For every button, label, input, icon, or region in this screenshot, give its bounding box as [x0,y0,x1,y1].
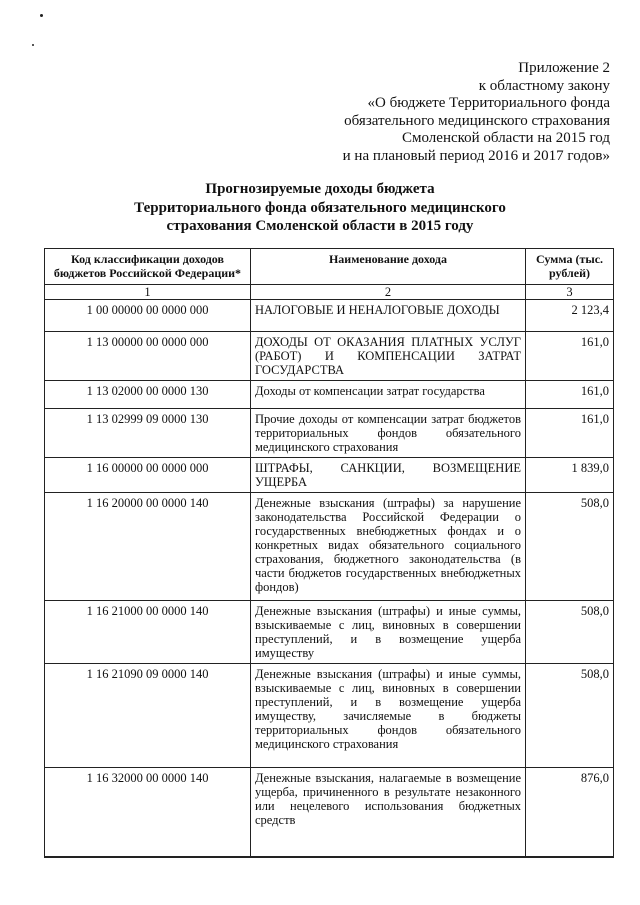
row-amount: 1 839,0 [526,458,614,493]
income-table [44,248,614,858]
row-name: Денежные взыскания (штрафы) и иные суммы, взыскиваемые с лиц, виновных в совершении преступлений, и в возмещение ущерба имуществу [251,601,526,664]
row-name: Прочие доходы от компенсации затрат бюджетов территориальных фондов обязательного медицинского страхования [251,409,526,458]
column-number: 2 [251,285,526,300]
table-row [45,458,614,493]
table-row [45,409,614,458]
annex-line: и на плановый период 2016 и 2017 годов» [342,147,610,164]
table-header-row [45,249,614,285]
row-code: 1 00 00000 00 0000 000 [45,300,251,332]
table-row [45,332,614,381]
column-number: 1 [45,285,251,300]
annex-line: Приложение 2 [518,60,610,76]
scan-speck [40,14,43,17]
row-amount: 508,0 [526,664,614,768]
scan-speck [32,44,34,46]
table-row [45,664,614,768]
annex-line: «О бюджете Территориального фонда [367,95,610,111]
header-amount: Сумма (тыс. рублей) [526,249,614,285]
row-code: 1 16 00000 00 0000 000 [45,458,251,493]
table-row [45,768,614,858]
row-amount: 508,0 [526,601,614,664]
row-code: 1 13 02000 00 0000 130 [45,381,251,409]
header-code: Код классификации доходов бюджетов Российской Федерации* [45,249,251,285]
row-code: 1 16 20000 00 0000 140 [45,493,251,601]
table-row [45,300,614,332]
row-name: Денежные взыскания (штрафы) за нарушение законодательства Российской Федерации о государственных внебюджетных фондах и о конкретных видах обязательного социального страхования, бюджетного законодательства (в части бюджетов государственных внебюджетных фондов) [251,493,526,601]
row-code: 1 16 32000 00 0000 140 [45,768,251,858]
table-row [45,381,614,409]
table-row [45,601,614,664]
row-name: ШТРАФЫ, САНКЦИИ, ВОЗМЕЩЕНИЕ УЩЕРБА [251,458,526,493]
row-amount: 876,0 [526,768,614,858]
annex-header [343,60,610,165]
row-code: 1 13 02999 09 0000 130 [45,409,251,458]
row-name: Денежные взыскания (штрафы) и иные суммы, взыскиваемые с лиц, виновных в совершении преступлений, и в возмещение ущерба имуществу, зачисляемые в бюджеты территориальных фондов обязательного медицинского страхования [251,664,526,768]
row-code: 1 16 21000 00 0000 140 [45,601,251,664]
row-name: НАЛОГОВЫЕ И НЕНАЛОГОВЫЕ ДОХОДЫ [251,300,526,332]
row-amount: 161,0 [526,381,614,409]
row-code: 1 16 21090 09 0000 140 [45,664,251,768]
row-amount: 508,0 [526,493,614,601]
row-code: 1 13 00000 00 0000 000 [45,332,251,381]
document-title [0,180,640,236]
row-amount: 161,0 [526,332,614,381]
row-name: Доходы от компенсации затрат государства [251,381,526,409]
annex-line: обязательного медицинского страхования [344,112,610,129]
table-row [45,493,614,601]
row-name: Денежные взыскания, налагаемые в возмещение ущерба, причиненного в результате незаконного или нецелевого использования бюджетных средств [251,768,526,858]
row-name: ДОХОДЫ ОТ ОКАЗАНИЯ ПЛАТНЫХ УСЛУГ (РАБОТ) И КОМПЕНСАЦИИ ЗАТРАТ ГОСУДАРСТВА [251,332,526,381]
table-bottom-border [44,856,613,857]
column-number: 3 [526,285,614,300]
annex-line: Смоленской области на 2015 год [402,130,610,146]
column-number-row [45,285,614,300]
title-line: Прогнозируемые доходы бюджета [205,181,435,197]
title-line: страхования Смоленской области в 2015 году [166,218,474,234]
title-line: Территориального фонда обязательного медицинского [134,199,506,216]
header-name: Наименование дохода [251,249,526,285]
row-amount: 161,0 [526,409,614,458]
annex-line: к областному закону [478,77,610,94]
row-amount: 2 123,4 [526,300,614,332]
